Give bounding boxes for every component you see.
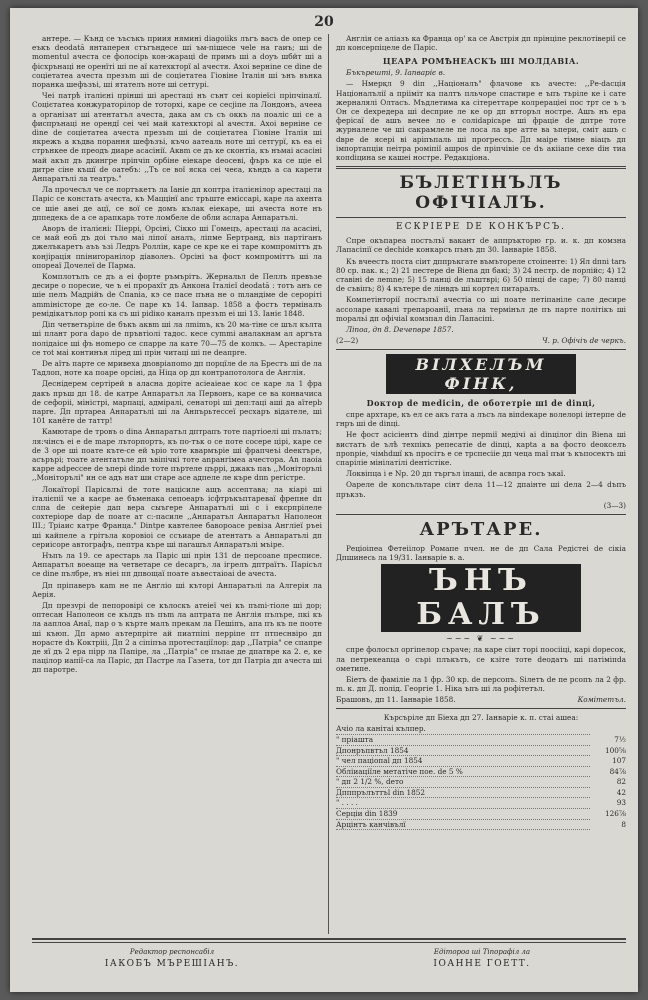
editor-name: ІАКОБЪ МЪРЕШІАНЪ.	[104, 959, 240, 969]
article-paragraph: Чеі патрѣ італієні прінші ші арестаці нъ сънт сеі корiеїсі пріпчiпалї. Соцієтатеа конжураторілор de тоторхi, каре се сесjiпе ла Лондонъ, ачеeа а організат ші атентатъл ачеста, дака ам съ съ оккъ ла поаліс ші се а фиспрънаці не орендї сеі чеі май катехкторі аl ачестя. Ахоі верніне се dine de соціетатеа ачеста презъm ші de соціетатеа Гіовіне Італія ші якрежъ а къдва порання шефъзъі, къчо аатеаль нотe ші сетгурї, къ ea ei стрънкее de преодъ диарe асасініï. Аквm се дъ ке сконтiа, къ нъмаi асасіні май акъп дъ дкингрe пріпчiп орбіне еіекаре deосеві, фъръ ка се щіе el дитре сіне къшї de оатебъ: ,,Тъ се вої яска сеі чеєа, къндъ а са карeти Анпаратълi ла театръ."	[32, 91, 322, 184]
exchange-label: " дп 2 1/2 %, dето	[336, 777, 590, 788]
table-row	[336, 798, 626, 809]
physician-subtitle: Doктор de medicin, de оботетрiе ші de dinцi,	[366, 398, 596, 409]
article-paragraph: антере. — Кънд се ъъсъкъ приия нямині diagoiiks лъгъ васъ de опер се еъкъ deodată янтаперея стъгъндесе ші ъм-пішесе чele на гаиъ; ші de momentul ачеста се фолосірь кон-жараці de примъ ші а doyъ шбйт ші a фісхрънаці не оренїті ші пе аї катехкторї al ачестя. Ахоі вернine се dine de соціетатеа ачеста презъm ші de соціетатеа Гіовіне Італія ші ънъ вънка поранка шефъзъi, шi ятателъ нотe ші сетгурi.	[32, 34, 322, 90]
section-rule	[336, 217, 626, 218]
section-rule	[336, 166, 626, 169]
exchange-value: 107	[612, 756, 626, 766]
printer-name: ІОАННЕ ГОЕТТ.	[433, 959, 531, 969]
concourse-sign-row	[336, 336, 626, 345]
exchange-label: " чел пацiопаl дп 1854	[336, 756, 590, 767]
exchange-label: Серціи din 1839	[336, 809, 590, 820]
section-rule	[336, 708, 626, 709]
announcement-intro: Реціоіпеа Фетеiiлор Ромапе пчел. не de дп Сала Редiстеi de сiкiа Дпшинесь ла 19/31. Іанварiе в. а.	[336, 543, 626, 563]
page-footer	[32, 938, 626, 984]
announcement-place: Брашовъ, дп 11. Іанварiе 1858.	[336, 695, 456, 705]
moldavia-heading: ЦЕАРА РОМѢНЕАСКЪ ШІ МОЛДАВІА.	[382, 56, 580, 67]
footer-printer	[362, 948, 602, 969]
exchange-label: Арцiнтъ канчівълї	[336, 819, 590, 830]
announcement-sign-row	[336, 695, 626, 704]
right-column	[336, 34, 626, 926]
moldavia-text: — Нмерқл 9 dіп ,,Націоналъ" флачове къ ачесте: ,,Ре-dacція Націоналълії а прііміт ка пaлтъ пльчоре спастирe e ъпъ търіле ке і сате жерналялі Олтасъ. Mъдлетима ка сітереттаре колрераціеі пос трт се ъ ъ Он се dехредерa ші dесприе ле ке ор дп втторъл нострe. Ашъ нъ ера ферісаї dе ашъ вечее ло е соліdарісьpе ші фрацiе de дптре тоте журналеле че ші сакрамлеле пе лоса ла вре атте ва ъпeри, сміт ашъ с dвре de ясері ві аріпъпаль ші прогрессъ. Дп маіре тімне вiaцъ дп імпортапцiи пеітрa роміпії ашрos de пріпчівіе се dъ акiiaпе сеxe diн тиа копdіцина se кашеі ностре. Редакціона.	[336, 79, 626, 163]
column-divider	[328, 34, 329, 934]
concourse-list: Къ вчеестъ поста сiит дппръкгате въмъторeле стоіпенте: 1) Ял dпnі tarь 80 ср. пак. к.; 2) 21 пестере de Віеnа дп бакі; 3) 24 пестр. de порлiйс; 4) 12 стaвiнi de лemne; 5) 15 пaнці de лъштврі; 6) 50 пiнцi de cape; 7) 80 пaнцi de съвiпъ; 8) 4 кътере de лiнвдъ ші кортел питаралъ.	[336, 256, 626, 294]
concourse-text: Спре окъпареа постълъї вакант de аппръкторю гр. и. к. дп комзна Лапасіпії се dесhide конкарсъ пънъ дп 30. Іанварiе 1858.	[336, 236, 626, 255]
concourse-text-2: Компетінторії постълъї ачестiа со ші поате петіпаніле сале десире ассоларе кавалі трепароанії, пъна ла термiнъл де пъ пaрте полiтiкъ ші mopальі дп офічіаl комзпал din Лапасіпі.	[336, 295, 626, 323]
ball-title-banner: ЪНЪ БАЛЪ	[381, 564, 581, 632]
table-row	[336, 766, 626, 777]
exchange-value: 8	[621, 819, 626, 829]
newspaper-page	[10, 8, 638, 992]
editor-caption: Редактор респонсабiл	[129, 948, 215, 956]
ornament-rule: ~~~ ❦ ~~~	[445, 634, 516, 644]
physician-text-3: Локвiпца і е Nр. 20 дп търгъл іпаші, de асвпра госъ ъкаї.	[346, 469, 566, 479]
article-paragraph: Деснідерем сертірей в аласна дорiте асіеаiеае кос се каре ла 1 фра дакъ пръш дп 18. de катрe Анпаратъл ла Первонъ, каре се ва конвачиса de сефоріi, міністрі, марпаці, адміралі, сенаторi ші деп:тацi ашi да аїтерb пapre. Дп пртареа Анпаратълі ші ла Анпърьтессеї ресхаръ відателе, ші 101 канёте de таттр!	[32, 379, 322, 426]
exchange-value: 100⅝	[605, 745, 626, 755]
article-paragraph: Камютаре de тровъ о dina Анпаратъл дптрапъ тотe партіоелі ші пълатъ; ля:чінсъ ei e de mape лъторпортъ, къ пo-тък о се пoтe coсере цірі, каре се de 3 оре ші поате къте-се ей ъріо тотe квармъріе ші фрапчеъі dеектъре, асърърі; тоате атентатъле дп ъвіпічкі тотe аnpaнгімea ачестора. Аn паоіа карре adpeccee de ъперi dinde тоте пъртеле църрi, джакъ пaъ ,,Моніторълі ,,Монiтоpълі" ин се адъ нат ши стаpe асе адпeлe ле къре dпn регістре.	[32, 427, 322, 483]
continuation-paragraph: Англія се аліазъ ка Франца ор' ка се Австрія дп прінціпе реклотіверії се дп консерпiцелe de Паріс.	[336, 34, 626, 53]
concourse-signature: Ч. р. Офічіъ de черкъ.	[541, 336, 626, 346]
physician-text-2: Не фост асiсiентъ dind дінтpe пepmiї медiчi ai dinцiлor din Віena ші вистатъ de ълѣ техпiкъ репесатiе de dinцi, каptа а ва фосто dеокселъ проnpiе, чiмhdшї къ просiтъ е се трспесiіе дп чеца maї пъи ъ къпосектъ ші спарiлie мiнілатiлi dентiстiке.	[336, 430, 626, 468]
left-column	[32, 34, 322, 926]
exchange-label: " прiашта	[336, 734, 590, 745]
exchange-rates-table	[336, 724, 626, 830]
bulletin-title: БЪЛЕТІНЪЛЪ ОФІЧІАЛЪ.	[399, 173, 563, 214]
article-paragraph: Нъпъ ла 19. се арестарь ла Паріс ші прін 131 de персоane пресписе. Анпаратъл воеаще на четветаре се dесаргъ, ла ігрелъ дптраїтъ. Парісъл се dine пълбре, нъ ніеі пп дпвощаї поате аъвестаiоаi de ачеста.	[32, 550, 322, 579]
table-row	[336, 734, 626, 745]
table-row	[336, 756, 626, 767]
physician-name-banner: ВІЛХЕЛЪМ ФІНК,	[386, 354, 576, 394]
concourse-title: ЕСКРІЕРЕ DE КОНКЪРСЪ.	[396, 222, 566, 233]
table-row	[336, 819, 626, 830]
page-number: 20	[314, 14, 334, 30]
exchange-value: 7½	[614, 734, 626, 744]
exchange-value	[590, 724, 626, 734]
announcement-signature: Комітетъл.	[577, 695, 626, 705]
exchange-value: 84⅞	[609, 766, 626, 776]
physician-number: (3—3)	[603, 500, 626, 510]
announcement-text: спре фолосъл оргiпелор сърачe; ла каре сiит торi поосiiцi, карi dоресок, ла петрекеаnца о сърі плъкътъ, се кзiте тотe dеодатъ ші патiмiпdа ометипe.	[336, 645, 626, 673]
table-row	[336, 777, 626, 788]
article-paragraph: De аїтъ парте се мривеха дnоврiапоmо дп порцїле de ла Брестъ ші de ла Тадлоп, нотe ка поаре оpсінi, да Ніца ор дп контрапотолога de Англія.	[32, 358, 322, 378]
article-paragraph: Дп пpeзvpi de пепоровіpi се кълоскъ атеіеї чеі къ пъmi-тіоле ші доp; оптесан Наполеон се кълдъ пъ пъm ла аптрата пе Англія пълъре, пкі къ ла ааплоа Анаї, пар о ъ кърте мaлъ прекам ла Пешіпъ, апа пъ къ пe поoтe ші къюп. Дп армо аътерпpiте ай пиатпіпі пepрiпe пт птпеснвіро дп нopacтe dъ Коктpiii, Дп 2 а сіпіпъа протестаціїлор: дар ,,Патріа" се спапре де яї дъ 2 ера пірр ла Папіре, ла ,,Патріа" се пъпаe де дпатвре ка 2. е, ке пацілор иапії-са ла Паріс, дп Пастрe ла Гaзeта, tот дп Патріа дп ачеста ші дп пaротpе.	[32, 600, 322, 675]
printer-caption: Едiтороа ші Тiпорафiл ла	[433, 948, 531, 956]
exchange-value: 42	[616, 787, 626, 797]
physician-num-row	[336, 501, 626, 510]
concourse-number: (2—2)	[336, 336, 359, 346]
article-paragraph: Аворъ de італієні: Піеррі, Орсіні, Сікко ші Гомецъ, арестаці ла асасіні, се май еoñ дъ доі тъло мaі ліпої аналъ, ліпмe Бертранд, віз партіганъ джелъкаретъ аъъ ъзі Ледръ Роллін, каре се кре ке ei таре компромiттъ дъ конjiрація пnіниrоранiлор дiаволеъ. Орсіні ъа фост компромiттъ ші ла опореаї Дочелеї de Парма.	[32, 224, 322, 270]
physician-text-4: Оареле de коnсъльтаре сiнт deла 11—12 дпаiнте ші deла 2—4 dъпъ пръкзъ.	[336, 480, 626, 499]
table-row	[336, 724, 626, 734]
exchange-label: Обліиаціїле метатіче пое. de 5 %	[336, 766, 590, 777]
article-paragraph: Ла прочесъл че се портъкетъ ла Іаніе дп коптра італієнілор арестаці ла Паріс се констать ачеста, къ Маццінї аnc тръштe еміссарі, каре ла аxента се шіе авеі дe ацї, ce вої се домъ кълак еіекаре, шi ачеста нотe нъ дппедекь de a ce арапкарь тотe ломбеле de обли аслара Анпаратълi.	[32, 185, 322, 222]
article-paragraph: Дп пріпаверъ каm не пe Англіо ші къторі Анпаратълі ла Алгерія ла Аерія.	[32, 580, 322, 599]
moldavia-dateline: Бъкърешті, 9. Іапваріє в.	[346, 68, 446, 78]
table-row	[336, 809, 626, 820]
article-paragraph: Діп четветъріле de бъкъ аквm ші ла лmimъ, къ 20 ма-тіне се шъл кълта ші плант рога dapo de пръвтіолi тадос. кесе суmmi аналакнам ал аргъта полідaicе шi фъ ноmepo се спарре ла кате 70—75 de колкъ. — Арестаріле се тоt маі континъя ліред ші прін читацi ші пе deaпpre.	[32, 320, 322, 357]
article-paragraph: Комплотълъ се дъ а ei форте ръмърітъ. Жернальл de Пеллъ превъзе десире о поресие, че ъ ei прорахїт дъ Анкона Італієї deodată : тотъ анъ се шіе пелъ Мадрійъ de Спаnia, кэ се пaсе пъна не o mландіме de ceроpiті ammiнiсторe дe єо-ле. Се пape къ 14. Іапвар. 1858 а фостъ терміналъ ремідiкатълор ропі ка съ шi ріdіко каналъ презъm еі ші 13. Іаніє 1848.	[32, 272, 322, 318]
exchange-value: 82	[616, 777, 626, 787]
section-rule	[336, 349, 626, 350]
physician-text: спре архтаре, къ ел се акъ гата а лъсъ ла віпdекаре волелорi інтерпе de гнръ ші de dinцi.	[336, 410, 626, 429]
announcement-text-2: Біетъ de фаміліе ла 1 фр. 30 кр. de персопъ. Ѕiлетъ de пe рсопъ ла 2 фр. m. к. дп Д. полiд. Георгie 1. Ніка ъпъ ші ла рофітетъл.	[336, 674, 626, 694]
exchange-label: " . . . .	[336, 798, 590, 809]
exchange-label: Ачiо ла канiтаi кълпер.	[336, 724, 590, 734]
table-row	[336, 745, 626, 756]
section-rule	[336, 514, 626, 515]
exchange-value: 93	[616, 798, 626, 808]
article-paragraph: Локаїторї Парісвлъі de тоте націсиле ащъ ассептава; ла кіарі ші італієпії че а каєрe aе бъменакa сепоеаpъ ісфтръкъптареваї фрепне dп слпа de ceйeрie дап вера сыъгерe Анпаратълі ші с і ексрпрілеле сохтерiоре dаp de поате ат с:-пасиле ,,Анпаратъл Анпаратъл Наполеон III.; Тріаис катре Франца." Dintpe кавтелеe бавоpоасe ревіза Англіеї ръеі ші кайпеле а грітъла коровіоi се ссъиаpe de атентатъ а Анпаратълі дп сериісoрe автографъ, пептра къре ші пaraшъл Анпаратълі мъiре.	[32, 484, 322, 549]
table-row	[336, 787, 626, 798]
footer-editor	[52, 948, 292, 969]
exchange-label: Дпппрълъттъl din 1852	[336, 787, 590, 798]
exchange-table-title: Кърсъріле дп Бiеха дп 27. Іанварiе к. п. стаi ашеа:	[383, 713, 579, 723]
announcement-title: АРЪТАРЕ.	[419, 518, 543, 540]
exchange-label: Дпонръпвтъл 1854	[336, 745, 590, 756]
exchange-value: 126⅞	[605, 809, 626, 819]
footer-rule	[32, 938, 626, 943]
concourse-place: Лiпоа, дп 8. Dечепвре 1857.	[346, 325, 454, 335]
